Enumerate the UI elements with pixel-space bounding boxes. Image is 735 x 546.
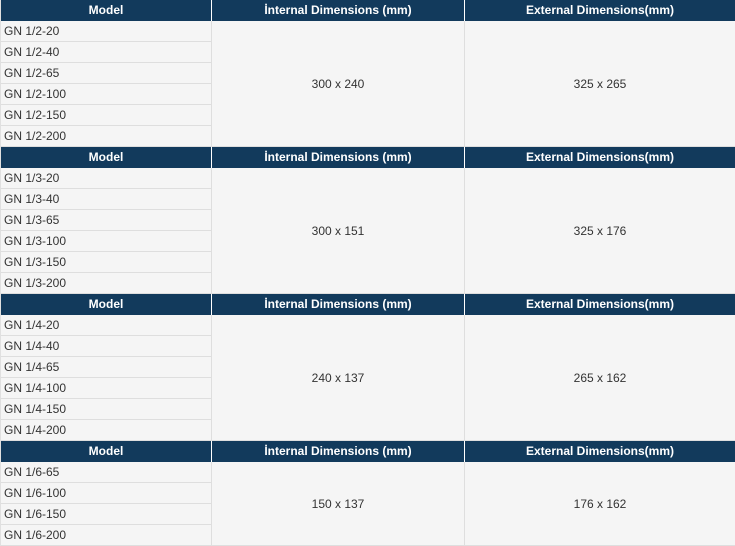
model-cell: GN 1/3-200 (1, 273, 212, 294)
model-cell: GN 1/6-150 (1, 504, 212, 525)
model-cell: GN 1/2-65 (1, 63, 212, 84)
model-cell: GN 1/2-40 (1, 42, 212, 63)
model-cell: GN 1/3-100 (1, 231, 212, 252)
model-list (1, 462, 212, 546)
model-list (1, 168, 212, 294)
model-cell: GN 1/2-100 (1, 84, 212, 105)
header-internal-dimensions: İnternal Dimensions (mm) (212, 441, 465, 462)
model-list (1, 315, 212, 441)
model-cell: GN 1/3-40 (1, 189, 212, 210)
model-cell: GN 1/4-20 (1, 315, 212, 336)
model-cell: GN 1/3-150 (1, 252, 212, 273)
model-cell: GN 1/4-200 (1, 420, 212, 441)
header-model: Model (1, 294, 212, 315)
external-dimensions-value: 325 x 265 (465, 21, 735, 147)
table-group (0, 294, 735, 441)
model-cell: GN 1/6-200 (1, 525, 212, 546)
header-external-dimensions: External Dimensions(mm) (465, 441, 735, 462)
header-internal-dimensions: İnternal Dimensions (mm) (212, 294, 465, 315)
table-group (0, 441, 735, 546)
header-model: Model (1, 441, 212, 462)
model-cell: GN 1/2-200 (1, 126, 212, 147)
model-list (1, 21, 212, 147)
header-model: Model (1, 147, 212, 168)
internal-dimensions-value: 300 x 240 (212, 21, 465, 147)
header-external-dimensions: External Dimensions(mm) (465, 147, 735, 168)
model-cell: GN 1/4-40 (1, 336, 212, 357)
model-cell: GN 1/6-100 (1, 483, 212, 504)
header-model: Model (1, 0, 212, 21)
model-cell: GN 1/4-100 (1, 378, 212, 399)
model-cell: GN 1/2-20 (1, 21, 212, 42)
external-dimensions-value: 176 x 162 (465, 462, 735, 546)
internal-dimensions-value: 150 x 137 (212, 462, 465, 546)
external-dimensions-value: 325 x 176 (465, 168, 735, 294)
model-cell: GN 1/2-150 (1, 105, 212, 126)
header-internal-dimensions: İnternal Dimensions (mm) (212, 147, 465, 168)
table-group (0, 147, 735, 294)
model-cell: GN 1/4-150 (1, 399, 212, 420)
model-cell: GN 1/3-65 (1, 210, 212, 231)
model-cell: GN 1/3-20 (1, 168, 212, 189)
model-cell: GN 1/4-65 (1, 357, 212, 378)
model-cell: GN 1/6-65 (1, 462, 212, 483)
external-dimensions-value: 265 x 162 (465, 315, 735, 441)
internal-dimensions-value: 300 x 151 (212, 168, 465, 294)
header-internal-dimensions: İnternal Dimensions (mm) (212, 0, 465, 21)
table-group (0, 0, 735, 147)
header-external-dimensions: External Dimensions(mm) (465, 0, 735, 21)
header-external-dimensions: External Dimensions(mm) (465, 294, 735, 315)
internal-dimensions-value: 240 x 137 (212, 315, 465, 441)
